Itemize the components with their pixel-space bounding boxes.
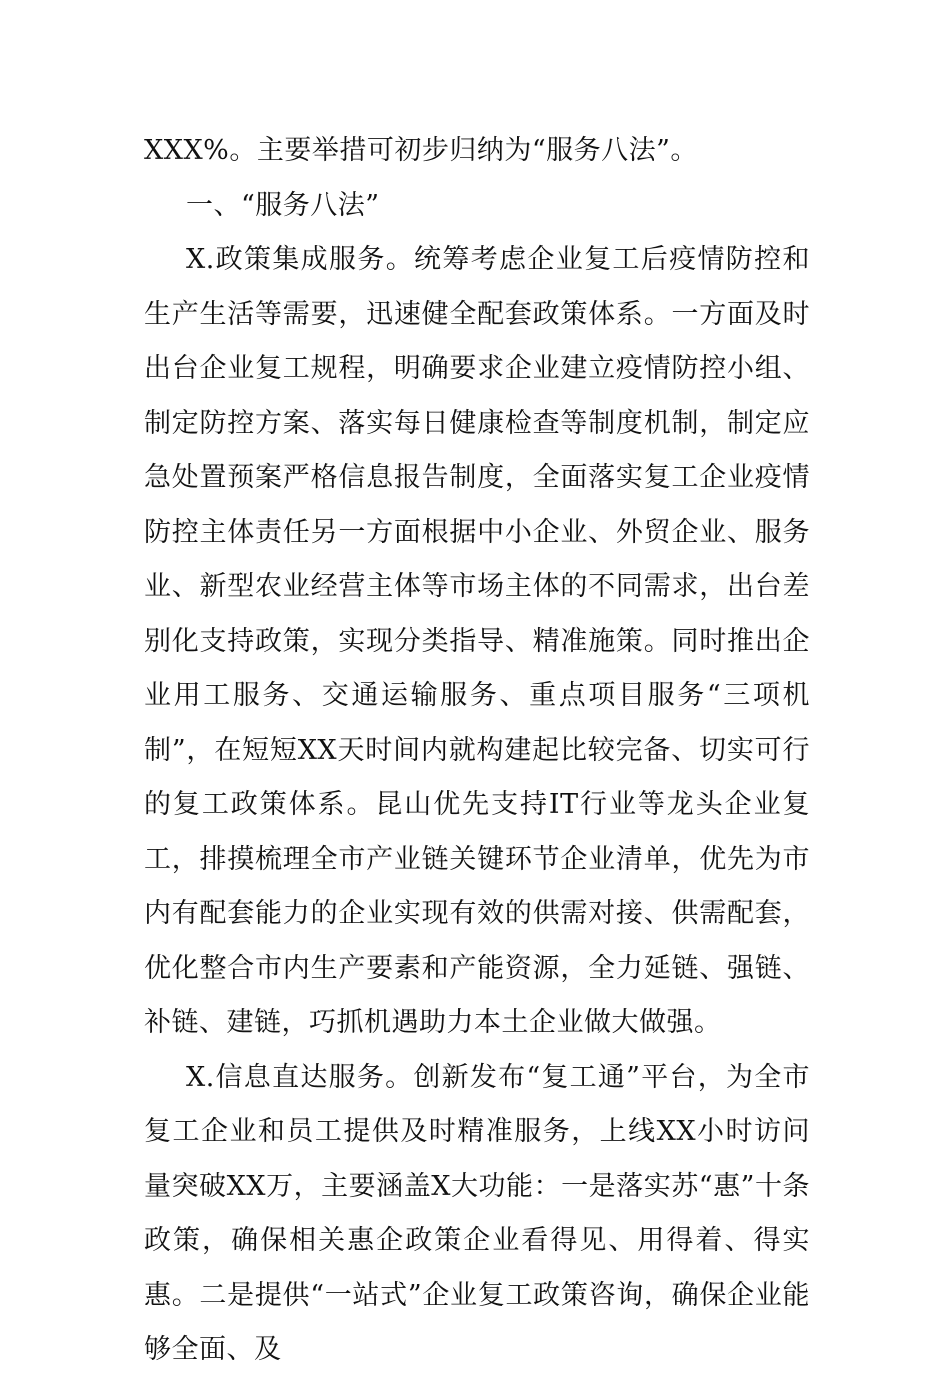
paragraph-continuation: XXX%。主要举措可初步归纳为“服务八法”。 bbox=[144, 135, 698, 166]
section-heading: 一、“服务八法” bbox=[186, 189, 380, 221]
document-body bbox=[144, 124, 810, 1378]
paragraph-policy-service: X.政策集成服务。统筹考虑企业复工后疫情防控和生产生活等需要，迅速健全配套政策体系。一方面及时出台企业复工规程，明确要求企业建立疫情防控小组、制定防控方案、落实每日健康检查等制度机制，制定应急处置预案严格信息报告制度，全面落实复工企业疫情防控主体责任另一方面根据中小企业、外贸企业、服务业、新型农业经营主体等市场主体的不同需求，出台差别化支持政策，实现分类指导、精准施策。同时推出企业用工服务、交通运输服务、重点项目服务“三项机制”，在短短XX天时间内就构建起比较完备、切实可行的复工政策体系。昆山优先支持IT行业等龙头企业复工，排摸梳理全市产业链关键环节企业清单，优先为市内有配套能力的企业实现有效的供需对接、供需配套，优化整合市内生产要素和产能资源，全力延链、强链、补链、建链，巧抓机遇助力本土企业做大做强。 bbox=[144, 244, 810, 1038]
paragraph-info-service: X.信息直达服务。创新发布“复工通”平台，为全市复工企业和员工提供及时精准服务，上线XX小时访问量突破XX万，主要涵盖X大功能：一是落实苏“惠”十条政策，确保相关惠企政策企业看得见、用得着、得实惠。二是提供“一站式”企业复工政策咨询，确保企业能够全面、及 bbox=[144, 1061, 810, 1365]
